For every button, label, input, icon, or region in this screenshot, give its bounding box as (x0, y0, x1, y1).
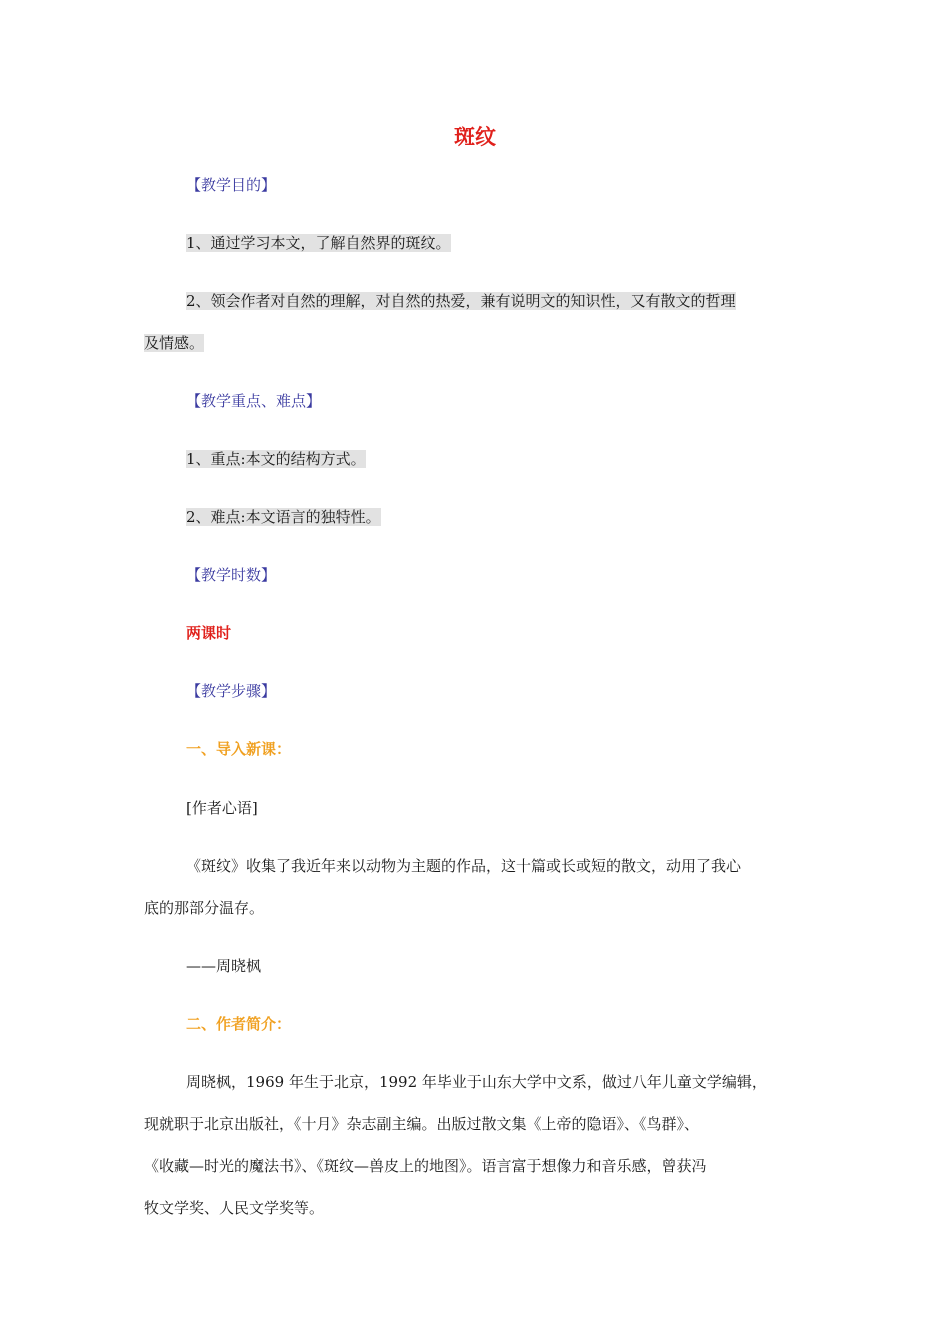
page-title: 斑纹 (454, 125, 496, 149)
key-point-item-1 (186, 448, 366, 470)
objective-item-2-line-1 (186, 290, 736, 312)
key-point-item-2-text: 2、难点:本文语言的独特性。 (186, 508, 381, 526)
key-point-item-2 (186, 506, 381, 528)
quote-label: [作者心语] (186, 799, 258, 817)
section-1-heading: 一、导入新课： (186, 740, 292, 758)
bio-line-2: 现就职于北京出版社，《十月》杂志副主编。出版过散文集《上帝的隐语》、《鸟群》、 (144, 1115, 700, 1133)
objective-item-2-line-2 (144, 332, 204, 354)
bio-line-1: 周晓枫，1969 年生于北京，1992 年毕业于山东大学中文系，做过八年儿童文学编辑， (186, 1073, 767, 1091)
section-2-heading: 二、作者简介： (186, 1015, 292, 1033)
hours-value: 两课时 (186, 624, 232, 642)
objective-item-2-text-2: 及情感。 (144, 334, 205, 352)
quote-line-2: 底的那部分温存。 (144, 899, 265, 917)
quote-line-1: 《斑纹》收集了我近年来以动物为主题的作品，这十篇或长或短的散文，动用了我心 (186, 857, 742, 875)
key-points-heading: 【教学重点、难点】 (186, 392, 322, 410)
objective-item-2-text-1: 2、领会作者对自然的理解，对自然的热爱，兼有说明文的知识性，又有散文的哲理 (186, 292, 736, 310)
objective-heading: 【教学目的】 (186, 176, 277, 194)
objective-item-1-text: 1、通过学习本文，了解自然界的斑纹。 (186, 234, 451, 252)
key-point-item-1-text: 1、重点:本文的结构方式。 (186, 450, 366, 468)
bio-line-4: 牧文学奖、人民文学奖等。 (144, 1199, 325, 1217)
objective-item-1 (186, 232, 451, 254)
quote-author: ——周晓枫 (186, 957, 262, 975)
steps-heading: 【教学步骤】 (186, 682, 277, 700)
bio-line-3: 《收藏—时光的魔法书》、《斑纹—兽皮上的地图》。语言富于想像力和音乐感，曾获冯 (144, 1157, 707, 1175)
hours-heading: 【教学时数】 (186, 566, 277, 584)
